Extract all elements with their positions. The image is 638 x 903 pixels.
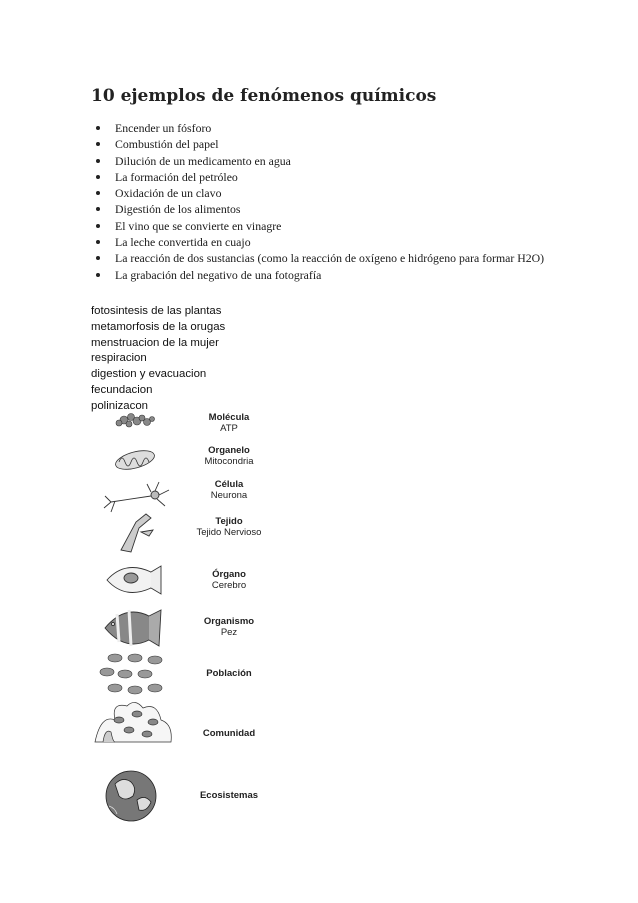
- note-line: menstruacion de la mujer: [91, 336, 219, 349]
- level-label-organ: Órgano Cerebro: [211, 569, 247, 591]
- globe-icon: [106, 771, 156, 821]
- note-line: fotosintesis de las plantas: [91, 305, 222, 317]
- level-label-cell: Célula Neurona: [210, 479, 248, 501]
- nerve-tissue-icon: [121, 514, 153, 552]
- note-line: digestion y evacuacion: [91, 368, 207, 381]
- biological-organization-figure: [91, 402, 266, 827]
- list-item: La leche convertida en cuajo: [91, 234, 544, 250]
- list-item: La formación del petróleo: [91, 169, 544, 185]
- level-label-population: Población: [206, 668, 252, 679]
- reef-community-icon: [95, 702, 171, 742]
- list-item: El vino que se convierte en vinagre: [91, 218, 544, 234]
- note-line: polinizacon: [91, 399, 148, 412]
- document-title: 10 ejemplos de fenómenos químicos: [91, 86, 437, 106]
- level-label-ecosystem: Ecosistemas: [199, 790, 259, 801]
- fish-brain-icon: [107, 566, 161, 594]
- note-line: metamorfosis de la orugas: [91, 320, 226, 333]
- fish-school-icon: [100, 654, 162, 694]
- note-line: respiracion: [91, 352, 147, 365]
- list-item: Encender un fósforo: [91, 120, 544, 136]
- list-item: Oxidación de un clavo: [91, 185, 544, 201]
- level-label-community: Comunidad: [202, 728, 256, 739]
- list-item: La reacción de dos sustancias (como la reacción de oxígeno e hidrógeno para formar H2O): [91, 250, 544, 266]
- level-label-organism: Organismo Pez: [203, 616, 255, 638]
- level-label-tissue: Tejido Tejido Nervioso: [196, 516, 262, 538]
- list-item: Digestión de los alimentos: [91, 201, 544, 217]
- list-item: Combustión del papel: [91, 136, 544, 152]
- list-item: La grabación del negativo de una fotografía: [91, 267, 544, 283]
- level-label-organelle: Organelo Mitocondria: [204, 445, 254, 467]
- mitochondria-icon: [114, 447, 157, 473]
- neuron-icon: [104, 482, 169, 512]
- list-item: Dilución de un medicamento en agua: [91, 153, 544, 169]
- level-label-molecule: Molécula ATP: [208, 412, 250, 434]
- fish-icon: [105, 610, 161, 646]
- note-line: fecundacion: [91, 383, 153, 396]
- notes-block: [91, 304, 225, 415]
- chemical-phenomena-list: [91, 120, 544, 283]
- molecule-icon: [116, 414, 155, 428]
